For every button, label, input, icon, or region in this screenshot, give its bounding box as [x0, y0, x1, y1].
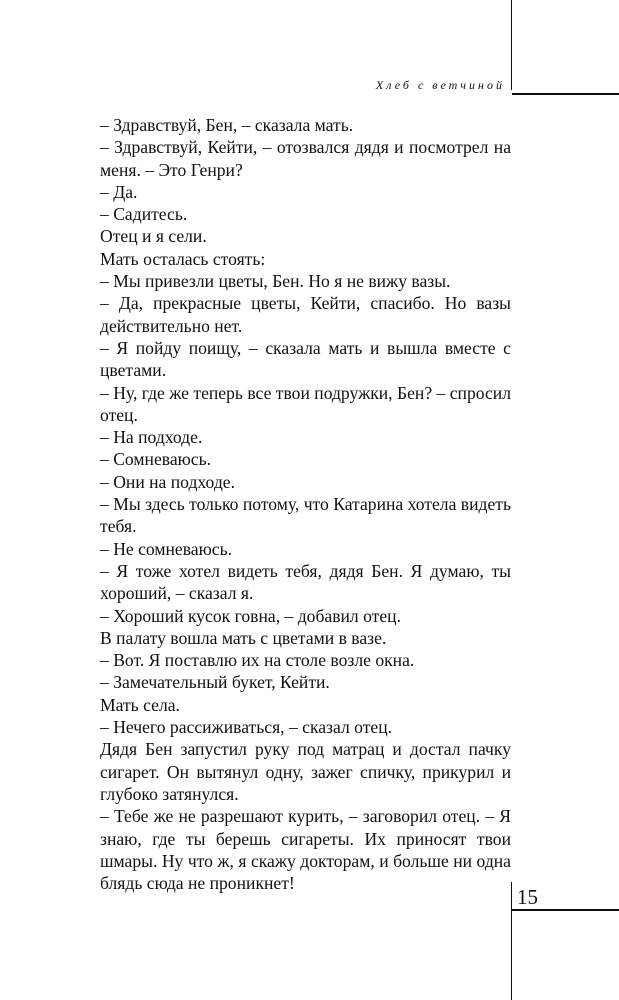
- paragraph: – Хороший кусок говна, – добавил отец.: [100, 605, 401, 626]
- paragraph: – Замечательный букет, Кейти.: [100, 672, 330, 693]
- paragraph: – Здравствуй, Бен, – сказала мать.: [100, 115, 354, 135]
- paragraph: В палату вошла мать с цветами в вазе.: [100, 627, 387, 648]
- page-number: 15: [517, 885, 538, 909]
- paragraph: – Мы привезли цветы, Бен. Но я не вижу вазы.: [100, 271, 451, 292]
- paragraph: – Сомневаюсь.: [100, 449, 212, 470]
- paragraph: – Я пойду поищу, – сказала мать и вышла вместе с цветами.: [100, 337, 511, 381]
- paragraph: – Не сомневаюсь.: [100, 538, 232, 559]
- body-text: [100, 114, 511, 894]
- paragraph: – Я тоже хотел видеть тебя, дядя Бен. Я думаю, ты хороший, – сказал я.: [100, 560, 511, 604]
- paragraph: – Мы здесь только потому, что Катарина хотела видеть тебя.: [100, 494, 511, 537]
- paragraph: – Тебе же не разрешают курить, – заговорил отец. – Я знаю, где ты берешь сигареты. Их приносят твои шмары. Ну что ж, я скажу докторам, и больше ни одна блядь сюда не проникнет!: [100, 806, 511, 894]
- paragraph: – На подходе.: [100, 427, 203, 448]
- bottom-rule-vertical: [511, 882, 512, 1000]
- paragraph: Дядя Бен запустил руку под матрац и достал пачку сигарет. Он вытянул одну, зажег спичку, прикурил и глубоко затянулся.: [100, 739, 511, 804]
- running-head: Хлеб с ветчиной: [375, 78, 505, 92]
- paragraph: – Да, прекрасные цветы, Кейти, спасибо. Но вазы действительно нет.: [100, 293, 511, 336]
- paragraph: – Здравствуй, Кейти, – отозвался дядя и посмотрел на меня. – Это Генри?: [100, 137, 511, 180]
- paragraph: Отец и я сели.: [100, 226, 207, 247]
- top-rule-horizontal: [512, 93, 619, 95]
- paragraph: Мать осталась стоять:: [100, 248, 266, 269]
- paragraph: – Да.: [100, 181, 138, 202]
- bottom-rule-horizontal: [512, 909, 619, 911]
- paragraph: Мать села.: [100, 694, 180, 715]
- top-rule-vertical: [511, 0, 512, 90]
- paragraph: – Садитесь.: [100, 204, 188, 225]
- paragraph: – Ну, где же теперь все твои подружки, Бен? – спросил отец.: [100, 382, 511, 425]
- paragraph: – Нечего рассиживаться, – сказал отец.: [100, 717, 393, 738]
- paragraph: – Они на подходе.: [100, 471, 235, 492]
- paragraph: – Вот. Я поставлю их на столе возле окна.: [100, 650, 415, 671]
